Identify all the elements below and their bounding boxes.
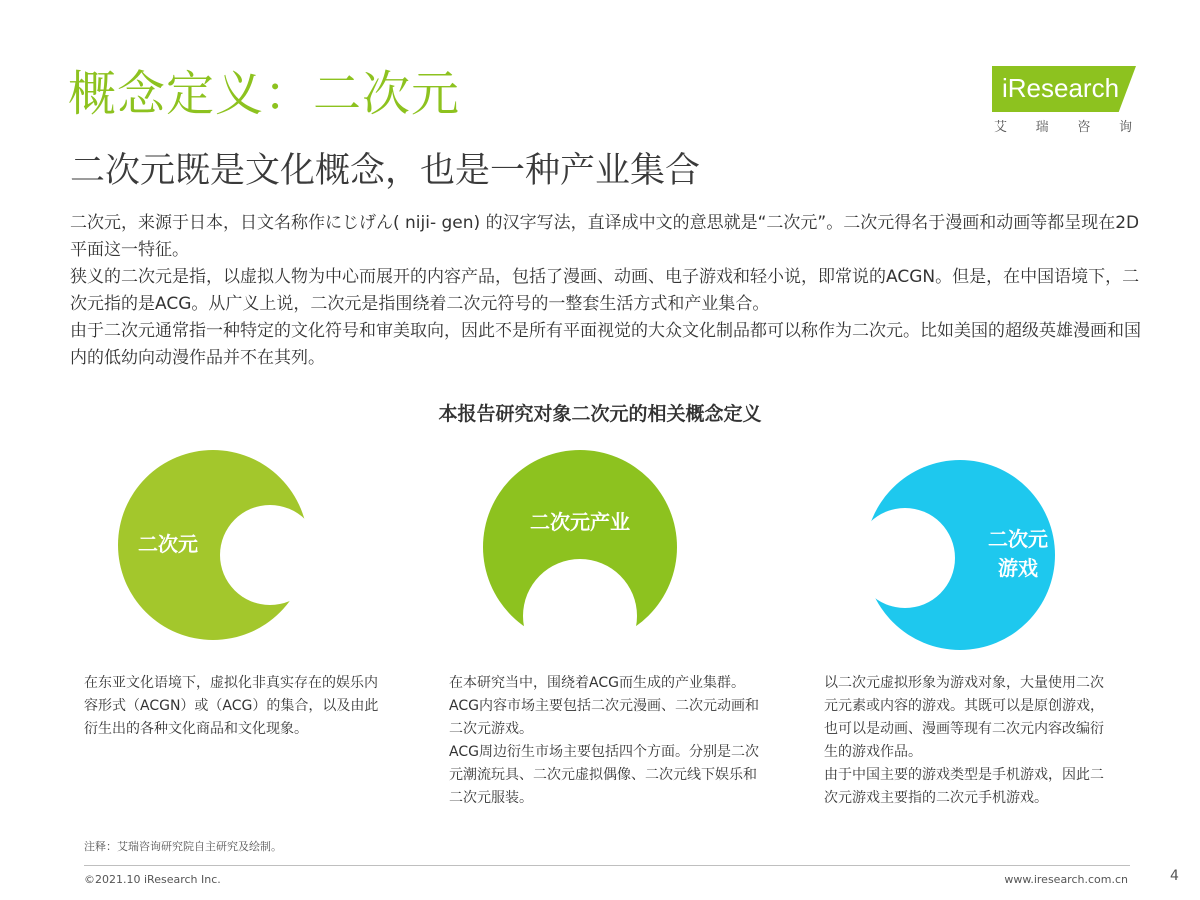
- concept-label-erciyuan: [118, 530, 218, 559]
- logo-wordmark: iResearch: [1002, 73, 1120, 103]
- section-heading: 本报告研究对象二次元的相关概念定义: [438, 403, 762, 425]
- intro-paragraph: 二次元，来源于日本，日文名称作にじげん( niji- gen) 的汉字写法，直译成中文的意思就是“二次元”。二次元得名于漫画和动画等都呈现在2D平面这一特征。: [70, 213, 1140, 260]
- page-number: 4: [1170, 868, 1179, 884]
- logo-sub-char: 艾: [994, 120, 1008, 135]
- description-paragraph: 在本研究当中，围绕着ACG而生成的产业集群。ACG内容市场主要包括二次元漫画、二次元动画和二次元游戏。: [449, 675, 759, 737]
- source-note: 注释：艾瑞咨询研究院自主研究及绘制。: [84, 840, 282, 853]
- description-paragraph: 在东亚文化语境下，虚拟化非真实存在的娱乐内容形式（ACGN）或（ACG）的集合，以及由此衍生出的各种文化商品和文化现象。: [84, 675, 379, 737]
- intro-text: [70, 210, 1150, 372]
- intro-paragraph: 由于二次元通常指一种特定的文化符号和审美取向，因此不是所有平面视觉的大众文化制品都可以称作为二次元。比如美国的超级英雄漫画和国内的低幼向动漫作品并不在其列。: [70, 321, 1141, 368]
- iresearch-logo: [988, 62, 1140, 142]
- concept-label-game: [968, 525, 1068, 583]
- page-subtitle: 二次元既是文化概念，也是一种产业集合: [70, 151, 701, 191]
- concept-description-industry: [449, 672, 761, 810]
- crescent-icon: [483, 450, 677, 644]
- logo-subtitle: [994, 116, 1132, 135]
- concept-circle-shape: [483, 450, 677, 644]
- description-paragraph: ACG周边衍生市场主要包括四个方面。分别是二次元潮流玩具、二次元虚拟偶像、二次元线下娱乐和二次元服装。: [449, 744, 759, 806]
- concept-label-line: 二次元: [988, 527, 1048, 551]
- concept-label-line: 二次元产业: [530, 510, 630, 534]
- concept-label-line: 游戏: [998, 556, 1038, 580]
- website-link[interactable]: www.iresearch.com.cn: [1004, 873, 1128, 886]
- logo-sub-char: 瑞: [1035, 120, 1049, 135]
- logo-sub-char: 咨: [1077, 120, 1091, 135]
- concept-label-line: 二次元: [138, 532, 198, 556]
- logo-sub-char: 询: [1118, 120, 1132, 135]
- concept-description-game: [824, 672, 1116, 810]
- footer-divider: [84, 865, 1130, 866]
- description-paragraph: 由于中国主要的游戏类型是手机游戏，因此二次元游戏主要指的二次元手机游戏。: [824, 767, 1104, 806]
- copyright-text: ©2021.10 iResearch Inc.: [84, 873, 221, 886]
- intro-paragraph: 狭义的二次元是指，以虚拟人物为中心而展开的内容产品，包括了漫画、动画、电子游戏和轻小说，即常说的ACGN。但是，在中国语境下，二次元指的是ACG。从广义上说，二次元是指围绕着二次元符号的一整套生活方式和产业集合。: [70, 267, 1140, 314]
- page-title: 概念定义：二次元: [68, 66, 461, 122]
- concept-label-industry: [483, 508, 677, 537]
- concept-description-erciyuan: [84, 672, 386, 741]
- description-paragraph: 以二次元虚拟形象为游戏对象，大量使用二次元元素或内容的游戏。其既可以是原创游戏，也可以是动画、漫画等现有二次元内容改编衍生的游戏作品。: [824, 675, 1104, 760]
